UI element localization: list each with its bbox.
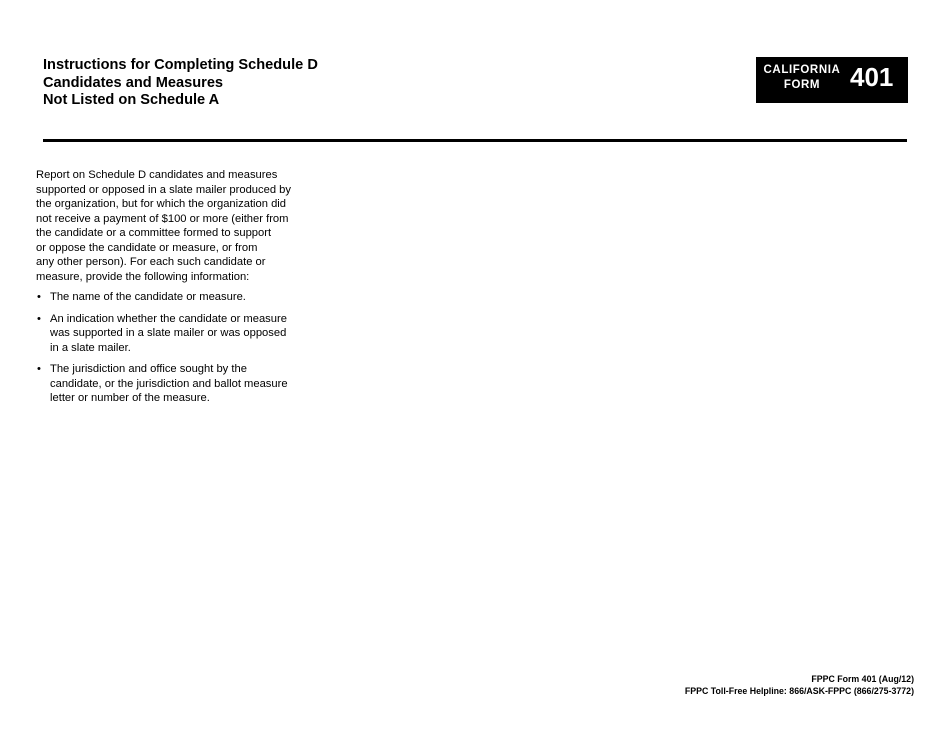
badge-label-line-1: CALIFORNIA — [763, 64, 841, 76]
intro-line: not receive a payment of $100 or more (either from — [36, 212, 289, 225]
intro-line: Report on Schedule D candidates and measures — [36, 169, 278, 181]
intro-paragraph — [36, 168, 326, 284]
header-divider — [43, 139, 907, 142]
intro-line: or oppose the candidate or measure, or from — [36, 241, 258, 254]
intro-line: measure, provide the following information: — [36, 270, 250, 283]
bullet-line: candidate, or the jurisdiction and ballot measure — [50, 377, 288, 390]
badge-form-number: 401 — [850, 62, 894, 92]
badge-label-line-2: FORM — [783, 79, 821, 91]
title-line-3: Not Listed on Schedule A — [43, 92, 220, 109]
bullet-line: in a slate mailer. — [50, 341, 131, 354]
bullet-line: was supported in a slate mailer or was opposed — [50, 327, 287, 339]
badge-label — [756, 63, 848, 93]
footer-helpline: FPPC Toll-Free Helpline: 866/ASK-FPPC (866/275-3772) — [684, 686, 914, 696]
bullet-line: letter or number of the measure. — [50, 392, 210, 404]
bullet-item-jurisdiction — [36, 362, 326, 406]
form-badge — [756, 57, 908, 103]
page-title — [43, 57, 318, 110]
intro-line: the organization, but for which the organization did — [36, 198, 287, 210]
page-footer — [685, 673, 914, 697]
bullet-icon: • — [37, 312, 41, 325]
intro-line: any other person). For each such candidate or — [36, 256, 266, 268]
title-line-1: Instructions for Completing Schedule D — [43, 57, 318, 73]
footer-form-id: FPPC Form 401 (Aug/12) — [811, 674, 914, 684]
intro-line: the candidate or a committee formed to support — [36, 227, 272, 239]
bullet-line: An indication whether the candidate or measure — [50, 312, 287, 325]
bullet-item-support-oppose — [36, 312, 326, 356]
title-line-2: Candidates and Measures — [43, 74, 224, 91]
bullet-icon: • — [37, 291, 41, 303]
info-bullet-list — [36, 290, 326, 413]
bullet-line: The name of the candidate or measure. — [50, 291, 246, 303]
intro-line: supported or opposed in a slate mailer produced by — [36, 183, 291, 196]
bullet-line: The jurisdiction and office sought by the — [50, 363, 247, 375]
bullet-item-name — [36, 290, 326, 305]
bullet-icon: • — [37, 363, 41, 375]
